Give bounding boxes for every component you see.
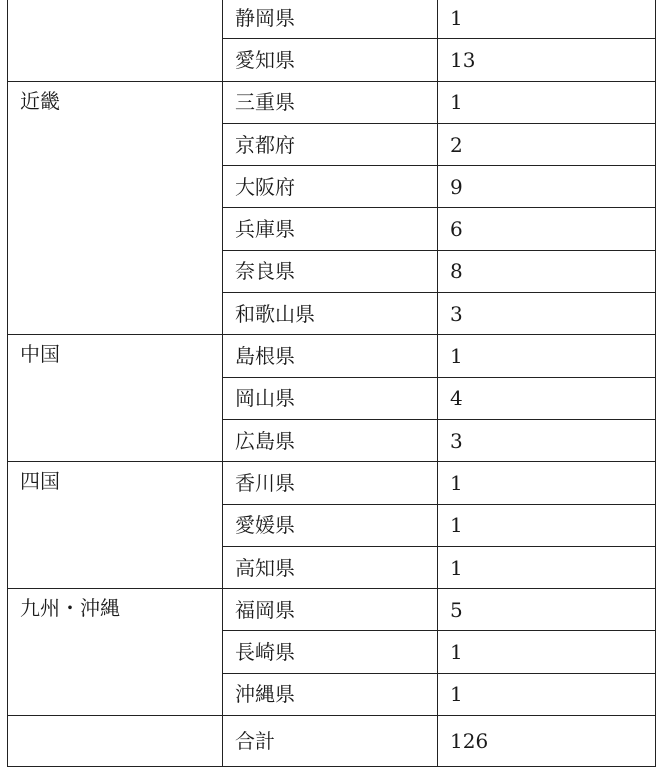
table-row: [8, 589, 656, 631]
table-row: [8, 462, 656, 504]
prefecture-cell: 広島県: [223, 419, 438, 461]
prefecture-cell: 兵庫県: [223, 208, 438, 250]
prefecture-cell: 静岡県: [223, 0, 438, 39]
count-cell: 2: [438, 123, 656, 165]
count-cell: 1: [438, 462, 656, 504]
region-cell: [8, 0, 223, 81]
table-row: [8, 81, 656, 123]
count-cell: 13: [438, 39, 656, 81]
count-cell: 1: [438, 0, 656, 39]
table-row: [8, 0, 656, 39]
region-cell: 九州・沖縄: [8, 589, 223, 716]
count-cell: 6: [438, 208, 656, 250]
prefecture-cell: 和歌山県: [223, 293, 438, 335]
prefecture-count-table: [7, 0, 656, 767]
prefecture-cell: 奈良県: [223, 250, 438, 292]
region-cell: 四国: [8, 462, 223, 589]
prefecture-cell: 島根県: [223, 335, 438, 377]
prefecture-cell: 愛媛県: [223, 504, 438, 546]
count-cell: 1: [438, 81, 656, 123]
region-cell: 中国: [8, 335, 223, 462]
prefecture-cell: 愛知県: [223, 39, 438, 81]
prefecture-cell: 香川県: [223, 462, 438, 504]
prefecture-cell: 合計: [223, 716, 438, 767]
table-row: [8, 716, 656, 767]
prefecture-cell: 福岡県: [223, 589, 438, 631]
region-cell: 近畿: [8, 81, 223, 335]
count-cell: 1: [438, 546, 656, 588]
count-cell: 5: [438, 589, 656, 631]
count-cell: 1: [438, 335, 656, 377]
region-cell: [8, 716, 223, 767]
count-cell: 3: [438, 293, 656, 335]
count-cell: 4: [438, 377, 656, 419]
prefecture-cell: 京都府: [223, 123, 438, 165]
count-cell: 9: [438, 166, 656, 208]
prefecture-cell: 三重県: [223, 81, 438, 123]
count-cell: 3: [438, 419, 656, 461]
count-cell: 8: [438, 250, 656, 292]
prefecture-cell: 大阪府: [223, 166, 438, 208]
count-cell: 1: [438, 673, 656, 715]
prefecture-cell: 沖縄県: [223, 673, 438, 715]
table-body: [8, 0, 656, 767]
prefecture-cell: 高知県: [223, 546, 438, 588]
count-cell: 1: [438, 504, 656, 546]
count-cell: 1: [438, 631, 656, 673]
prefecture-cell: 岡山県: [223, 377, 438, 419]
table-row: [8, 335, 656, 377]
prefecture-cell: 長崎県: [223, 631, 438, 673]
count-cell: 126: [438, 716, 656, 767]
